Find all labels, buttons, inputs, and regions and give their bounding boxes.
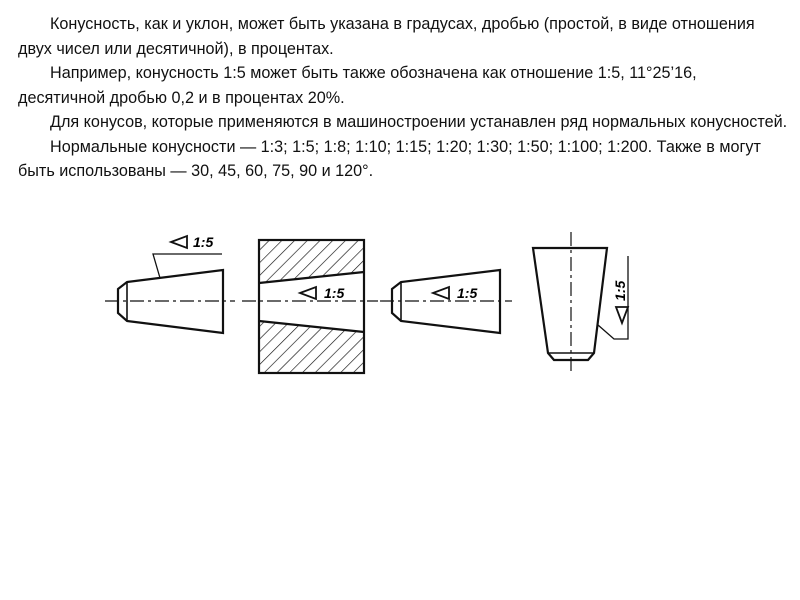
figure-sleeve xyxy=(242,240,378,373)
figure-cone-vertical xyxy=(533,232,628,374)
taper-symbol-icon xyxy=(433,287,449,299)
paragraph-4: Нормальные конусности — 1:3; 1:5; 1:8; 1:10; 1:15; 1:20; 1:30; 1:50; 1:100; 1:200. Также в могут быть использованы — 30, 45, 60, 75, 90 и 120°. xyxy=(18,137,761,180)
taper-label-2: 1:5 xyxy=(324,285,345,301)
taper-symbol-icon xyxy=(616,307,628,323)
taper-label-1: 1:5 xyxy=(193,234,214,250)
paragraph-1: Конусность, как и уклон, может быть указана в градусах, дробью (простой, в виде отношения двух чисел или десятичной), в процентах. xyxy=(18,15,755,58)
cone-outline-3 xyxy=(533,248,607,360)
figure-cone-2 xyxy=(380,270,512,333)
taper-symbol-icon xyxy=(171,236,187,248)
taper-label-4: 1:5 xyxy=(612,280,628,301)
paragraph-3: Для конусов, которые применяются в машиностроении устанавлен ряд нормальных конусностей. xyxy=(50,113,788,131)
paragraph-2: Например, конусность 1:5 может быть также обозначена как отношение 1:5, 11°25’16, десятичной дробью 0,2 и в процентах 20%. xyxy=(18,64,697,107)
taper-label-3: 1:5 xyxy=(457,285,478,301)
figure-cone-1 xyxy=(105,234,235,333)
